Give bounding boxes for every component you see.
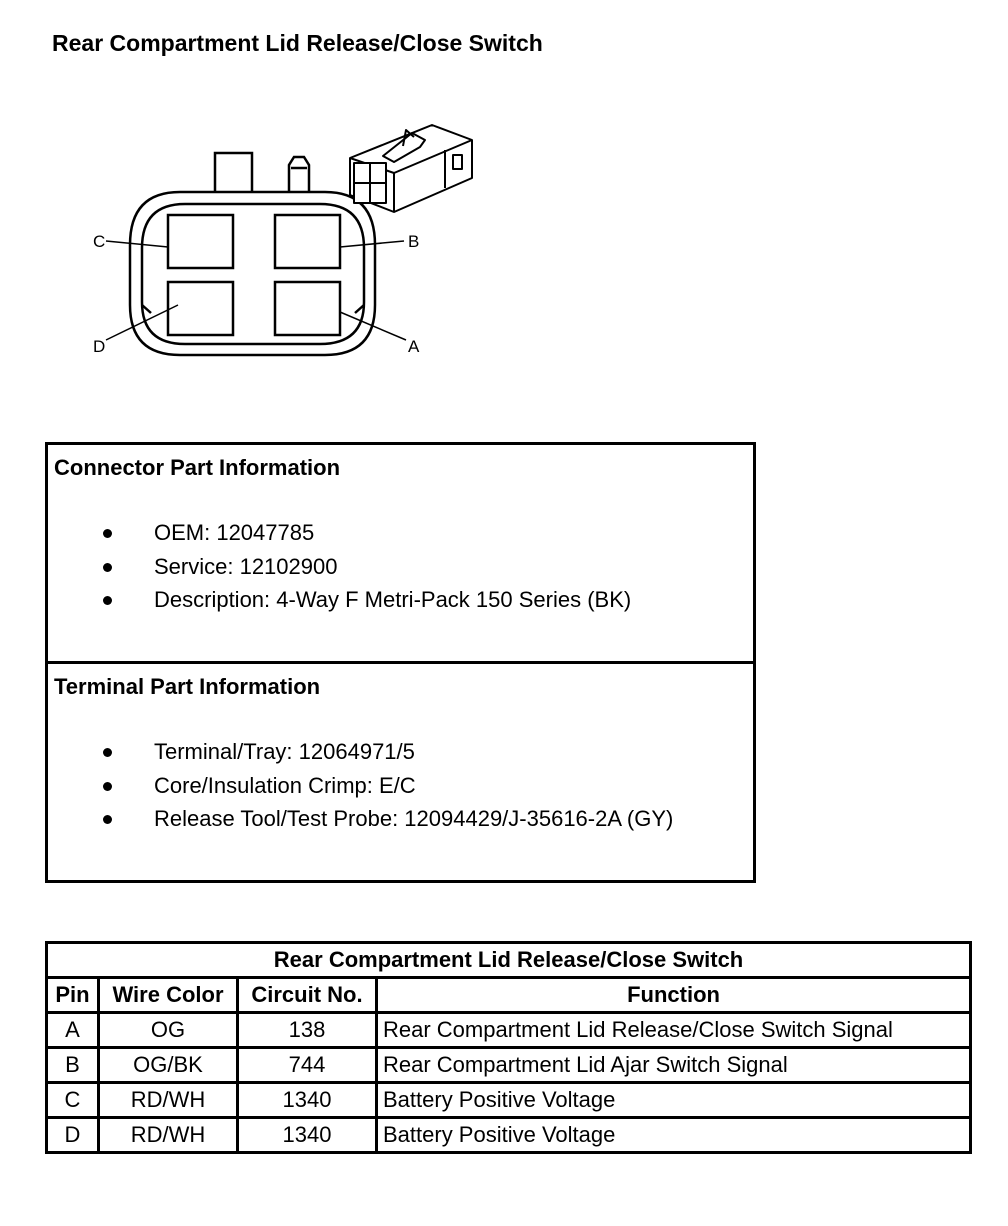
connector-3d-icon xyxy=(350,125,472,212)
cell-wire-color: OG/BK xyxy=(99,1048,238,1083)
cell-wire-color: OG xyxy=(99,1013,238,1048)
header-function: Function xyxy=(377,978,971,1013)
cell-circuit: 1340 xyxy=(238,1083,377,1118)
cell-circuit: 1340 xyxy=(238,1118,377,1153)
page-title: Rear Compartment Lid Release/Close Switch xyxy=(52,30,543,56)
terminal-part-info-heading: Terminal Part Information xyxy=(54,674,321,699)
pin-table xyxy=(45,941,972,1154)
part-info-box xyxy=(45,442,756,883)
terminal-part-info: Terminal Part Information Terminal/Tray: 12064971/5 Core/Insulation Crimp: E/C Release Tool/Test Probe: 12094429/J-35616-2A (GY) xyxy=(54,674,674,831)
connector-part-info-heading: Connector Part Information xyxy=(54,455,341,480)
cell-circuit: 138 xyxy=(238,1013,377,1048)
cell-pin: C xyxy=(47,1083,99,1118)
header-pin: Pin xyxy=(47,978,99,1013)
pin-label-a: A xyxy=(408,337,420,356)
cell-function: Rear Compartment Lid Release/Close Switch Signal xyxy=(377,1013,971,1048)
cell-function: Battery Positive Voltage xyxy=(377,1083,971,1118)
cell-wire-color: RD/WH xyxy=(99,1118,238,1153)
pin-table-title: Rear Compartment Lid Release/Close Switch xyxy=(47,943,971,978)
bullet-icon xyxy=(103,782,112,791)
cell-circuit: 744 xyxy=(238,1048,377,1083)
pin-label-d: D xyxy=(93,337,106,356)
cell-pin: D xyxy=(47,1118,99,1153)
connector-face xyxy=(130,153,375,355)
bullet-icon xyxy=(103,815,112,824)
table-title-row xyxy=(47,943,971,978)
bullet-icon xyxy=(103,563,112,572)
pin-label-b: B xyxy=(408,232,420,251)
connector-diagram xyxy=(0,0,1008,420)
table-header-row xyxy=(47,978,971,1013)
cell-pin: A xyxy=(47,1013,99,1048)
bullet-icon xyxy=(103,596,112,605)
bullet-icon xyxy=(103,529,112,538)
cell-pin: B xyxy=(47,1048,99,1083)
bullet-icon xyxy=(103,748,112,757)
header-circuit-no: Circuit No. xyxy=(238,978,377,1013)
connector-part-info: Connector Part Information OEM: 12047785 Service: 12102900 Description: 4-Way F Metri-Pack 150 Series (BK) xyxy=(48,445,753,664)
table-row xyxy=(47,1013,971,1048)
header-wire-color: Wire Color xyxy=(99,978,238,1013)
table-row xyxy=(47,1048,971,1083)
table-row xyxy=(47,1083,971,1118)
cell-function: Battery Positive Voltage xyxy=(377,1118,971,1153)
cell-wire-color: RD/WH xyxy=(99,1083,238,1118)
pin-label-c: C xyxy=(93,232,106,251)
cell-function: Rear Compartment Lid Ajar Switch Signal xyxy=(377,1048,971,1083)
table-row xyxy=(47,1118,971,1153)
